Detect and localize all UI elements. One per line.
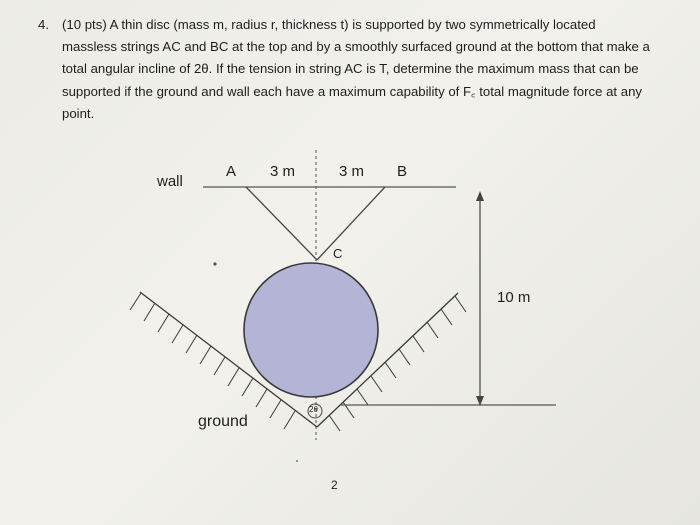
- problem-line: supported if the ground and wall each have a maximum capability of F꜀ total magnitude force at any: [62, 83, 643, 99]
- dot-mark: [296, 460, 298, 462]
- string-ac: [246, 187, 317, 260]
- dot-mark: [213, 262, 216, 265]
- arrow-up-icon: [476, 191, 484, 201]
- point-c-label: C: [333, 246, 343, 261]
- left-span-label: 3 m: [270, 163, 296, 180]
- problem-line: point.: [62, 105, 95, 121]
- point-b-label: B: [397, 163, 408, 180]
- string-bc: [317, 187, 385, 260]
- height-label: 10 m: [497, 289, 531, 306]
- disc: [244, 263, 378, 397]
- problem-line: massless strings AC and BC at the top and by a smoothly surfaced ground at the bottom that make a: [62, 39, 650, 55]
- problem-number: 4.: [38, 17, 49, 32]
- angle-label: 2θ: [309, 405, 318, 414]
- right-span-label: 3 m: [339, 163, 365, 180]
- ground-label: ground: [198, 413, 248, 430]
- problem-line: (10 pts) A thin disc (mass m, radius r, thickness t) is supported by two symmetrically located: [62, 17, 596, 32]
- problem-line: total angular incline of 2θ. If the tension in string AC is T, determine the maximum mass that can be: [62, 61, 639, 77]
- wall-label: wall: [157, 173, 183, 190]
- point-a-label: A: [226, 163, 237, 180]
- page-number: 2: [331, 478, 338, 492]
